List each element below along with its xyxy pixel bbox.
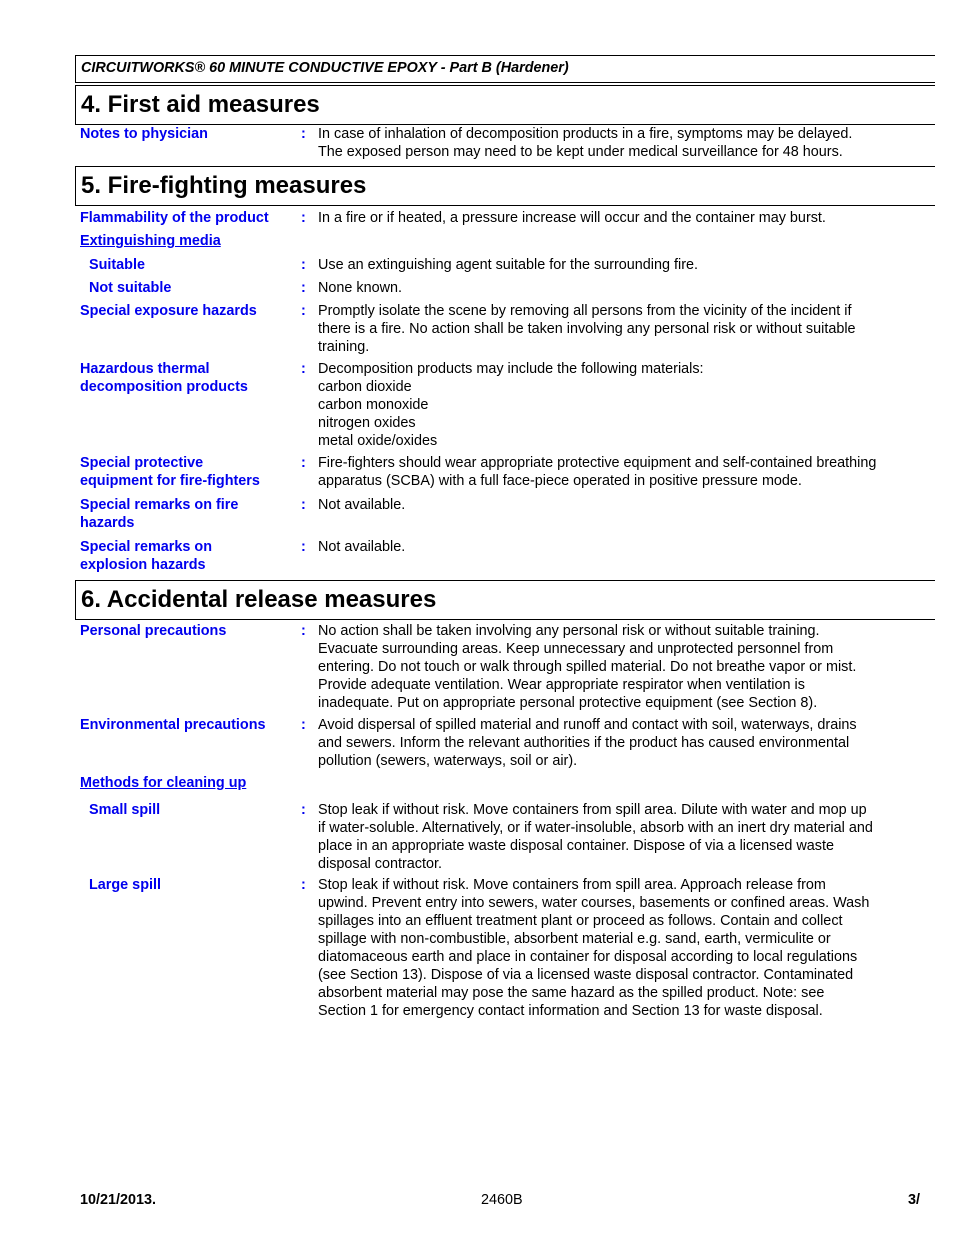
special-remarks-explosion-label xyxy=(80,538,300,574)
environmental-precautions-label: Environmental precautions xyxy=(80,717,266,733)
text-line: carbon monoxide xyxy=(318,397,429,413)
special-exposure-hazards-label: Special exposure hazards xyxy=(80,303,257,319)
personal-precautions-label: Personal precautions xyxy=(80,623,227,639)
footer-date: 10/21/2013. xyxy=(80,1192,157,1208)
section-6-title: 6. Accidental release measures xyxy=(75,580,935,620)
section-5-title: 5. Fire-fighting measures xyxy=(75,166,935,206)
footer-code: 2460B xyxy=(481,1192,523,1208)
label-line: Special remarks on fire xyxy=(80,497,239,513)
text-line: absorbent material may pose the same hazard as the spilled product. Note: see xyxy=(318,985,825,1001)
text-line: Evacuate surrounding areas. Keep unnecessary and unprotected personnel from xyxy=(318,641,834,657)
colon: : xyxy=(301,303,306,319)
section-4-title: 4. First aid measures xyxy=(75,85,935,125)
text-line: pollution (sewers, waterways, soil or air). xyxy=(318,753,578,769)
methods-for-cleaning-up-heading: Methods for cleaning up xyxy=(80,775,247,791)
text-line: training. xyxy=(318,339,370,355)
colon: : xyxy=(301,455,306,471)
text-line: Provide adequate ventilation. Wear appropriate respirator when ventilation is xyxy=(318,677,805,693)
colon: : xyxy=(301,877,306,893)
text-line: (see Section 13). Dispose of via a licensed waste disposal contractor. Contaminated xyxy=(318,967,854,983)
notes-to-physician-label: Notes to physician xyxy=(80,126,208,142)
extinguishing-media-heading: Extinguishing media xyxy=(80,233,221,249)
text-line: entering. Do not touch or walk through spilled material. Do not breathe vapor or mist. xyxy=(318,659,857,675)
colon: : xyxy=(301,497,306,513)
text-line: disposal contractor. xyxy=(318,856,442,872)
label-line: explosion hazards xyxy=(80,557,206,573)
text-line: inadequate. Put on appropriate personal protective equipment (see Section 8). xyxy=(318,695,818,711)
colon: : xyxy=(301,126,306,142)
text-line: nitrogen oxides xyxy=(318,415,416,431)
text-line: and sewers. Inform the relevant authorities if the product has caused environmental xyxy=(318,735,850,751)
text-line: Section 1 for emergency contact information and Section 13 for waste disposal. xyxy=(318,1003,823,1019)
flammability-label: Flammability of the product xyxy=(80,210,269,226)
colon: : xyxy=(301,361,306,377)
text-line: diatomaceous earth and place in container for disposal according to local regulations xyxy=(318,949,858,965)
footer-page-number: 3/ xyxy=(908,1192,921,1208)
colon: : xyxy=(301,257,306,273)
personal-precautions-value xyxy=(318,622,928,712)
colon: : xyxy=(301,717,306,733)
label-line: decomposition products xyxy=(80,379,248,395)
text-line: No action shall be taken involving any personal risk or without suitable training. xyxy=(318,623,820,639)
special-protective-equipment-label xyxy=(80,454,300,490)
document-title: CIRCUITWORKS® 60 MINUTE CONDUCTIVE EPOXY - Part B (Hardener) xyxy=(75,55,935,83)
label-line: Special remarks on xyxy=(80,539,212,555)
colon: : xyxy=(301,539,306,555)
small-spill-value xyxy=(318,801,928,873)
small-spill-label: Small spill xyxy=(89,802,161,818)
text-line: Avoid dispersal of spilled material and runoff and contact with soil, waterways, drains xyxy=(318,717,857,733)
text-line: Stop leak if without risk. Move containers from spill area. Dilute with water and mop up xyxy=(318,802,867,818)
text-line: spillage with non-combustible, absorbent material e.g. sand, earth, vermiculite or xyxy=(318,931,831,947)
text-line: Decomposition products may include the following materials: xyxy=(318,361,704,377)
label-line: equipment for fire-fighters xyxy=(80,473,260,489)
large-spill-value xyxy=(318,876,928,1020)
text-line: metal oxide/oxides xyxy=(318,433,438,449)
not-suitable-label: Not suitable xyxy=(89,280,172,296)
colon: : xyxy=(301,802,306,818)
large-spill-label: Large spill xyxy=(89,877,161,893)
hazardous-thermal-label xyxy=(80,360,300,396)
suitable-value: Use an extinguishing agent suitable for the surrounding fire. xyxy=(318,257,698,273)
text-line: upwind. Prevent entry into sewers, water courses, basements or confined areas. Wash xyxy=(318,895,870,911)
environmental-precautions-value xyxy=(318,716,928,770)
text-line: there is a fire. No action shall be taken involving any personal risk or without suitable xyxy=(318,321,856,337)
label-line: hazards xyxy=(80,515,135,531)
text-line: The exposed person may need to be kept under medical surveillance for 48 hours. xyxy=(318,144,843,160)
text-line: In case of inhalation of decomposition products in a fire, symptoms may be delayed. xyxy=(318,126,853,142)
not-suitable-value: None known. xyxy=(318,280,402,296)
text-line: Promptly isolate the scene by removing all persons from the vicinity of the incident if xyxy=(318,303,852,319)
suitable-label: Suitable xyxy=(89,257,145,273)
text-line: place in an appropriate waste disposal container. Dispose of via a licensed waste xyxy=(318,838,834,854)
text-line: Stop leak if without risk. Move containers from spill area. Approach release from xyxy=(318,877,826,893)
colon: : xyxy=(301,210,306,226)
hazardous-thermal-value xyxy=(318,360,928,450)
label-line: Hazardous thermal xyxy=(80,361,210,377)
text-line: carbon dioxide xyxy=(318,379,412,395)
flammability-value: In a fire or if heated, a pressure increase will occur and the container may burst. xyxy=(318,210,826,226)
special-exposure-hazards-value xyxy=(318,302,928,356)
text-line: Fire-fighters should wear appropriate protective equipment and self-contained breathing xyxy=(318,455,877,471)
text-line: if water-soluble. Alternatively, or if water-insoluble, absorb with an inert dry material and xyxy=(318,820,873,836)
colon: : xyxy=(301,280,306,296)
special-remarks-fire-value: Not available. xyxy=(318,497,406,513)
special-remarks-fire-label xyxy=(80,496,300,532)
label-line: Special protective xyxy=(80,455,204,471)
notes-to-physician-value xyxy=(318,125,928,161)
special-protective-equipment-value xyxy=(318,454,928,490)
colon: : xyxy=(301,623,306,639)
text-line: apparatus (SCBA) with a full face-piece operated in positive pressure mode. xyxy=(318,473,802,489)
text-line: spillages into an effluent treatment plant or proceed as follows. Contain and collect xyxy=(318,913,843,929)
special-remarks-explosion-value: Not available. xyxy=(318,539,406,555)
